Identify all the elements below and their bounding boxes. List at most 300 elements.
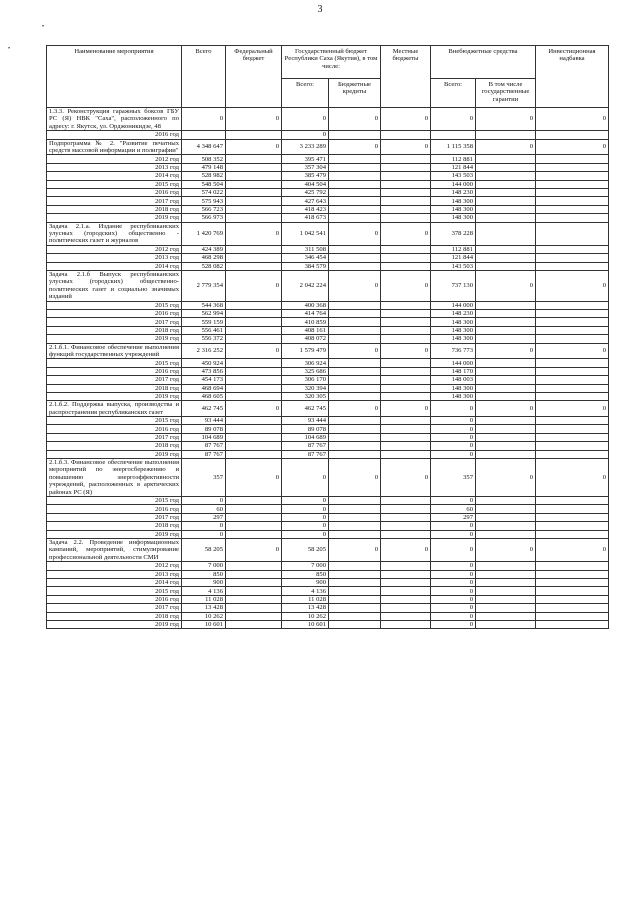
table-row-year (47, 359, 609, 367)
activity-name: 2.1.б.2. Поддержка выпуска, производства и распространения республиканских газет (47, 401, 182, 417)
cell-value (226, 562, 282, 570)
cell-value (536, 245, 609, 253)
cell-value (381, 262, 431, 270)
table-row-block (47, 270, 609, 301)
cell-value: 462 745 (182, 401, 226, 417)
cell-value (381, 620, 431, 628)
cell-value: 562 994 (182, 309, 226, 317)
cell-value (226, 245, 282, 253)
cell-value (381, 505, 431, 513)
cell-value (536, 497, 609, 505)
year-label: 2016 год (47, 425, 182, 433)
year-label: 2017 год (47, 318, 182, 326)
cell-value: 0 (431, 108, 476, 131)
table-row-year (47, 367, 609, 375)
cell-value (226, 392, 282, 400)
cell-value (329, 384, 381, 392)
cell-value: 566 723 (182, 205, 226, 213)
cell-value (381, 442, 431, 450)
cell-value (476, 262, 536, 270)
cell-value (476, 433, 536, 441)
table-row-block (47, 139, 609, 155)
cell-value (381, 301, 431, 309)
table-row-year (47, 172, 609, 180)
cell-value (381, 335, 431, 343)
cell-value: 0 (476, 108, 536, 131)
cell-value (381, 604, 431, 612)
cell-value (226, 131, 282, 139)
cell-value (329, 318, 381, 326)
cell-value (536, 335, 609, 343)
year-label: 2015 год (47, 180, 182, 188)
year-label: 2019 год (47, 530, 182, 538)
cell-value (329, 326, 381, 334)
cell-value (476, 530, 536, 538)
cell-value (476, 131, 536, 139)
cell-value (329, 450, 381, 458)
cell-value (536, 131, 609, 139)
table-row-year (47, 318, 609, 326)
cell-value: 306 924 (282, 359, 329, 367)
cell-value (476, 595, 536, 603)
table-row-year (47, 442, 609, 450)
table-row-year (47, 417, 609, 425)
cell-value (536, 318, 609, 326)
cell-value: 574 022 (182, 188, 226, 196)
cell-value (381, 205, 431, 213)
cell-value (536, 612, 609, 620)
table-row-year (47, 326, 609, 334)
cell-value (381, 318, 431, 326)
cell-value: 559 159 (182, 318, 226, 326)
cell-value (329, 180, 381, 188)
activity-name: 2.1.б.1. Финансовое обеспечение выполнения функций государственных учреждений (47, 343, 182, 359)
cell-value: 0 (431, 570, 476, 578)
cell-value (381, 522, 431, 530)
cell-value (476, 497, 536, 505)
cell-value: 93 444 (182, 417, 226, 425)
cell-value (226, 188, 282, 196)
year-label: 2016 год (47, 595, 182, 603)
cell-value (381, 188, 431, 196)
cell-value: 900 (282, 579, 329, 587)
cell-value: 404 504 (282, 180, 329, 188)
cell-value: 87 767 (282, 450, 329, 458)
cell-value: 408 072 (282, 335, 329, 343)
year-label: 2017 год (47, 513, 182, 521)
cell-value (476, 570, 536, 578)
table-row-year (47, 522, 609, 530)
cell-value: 0 (226, 108, 282, 131)
cell-value (476, 254, 536, 262)
cell-value: 87 767 (282, 442, 329, 450)
cell-value (329, 442, 381, 450)
cell-value: 0 (431, 562, 476, 570)
year-label: 2016 год (47, 367, 182, 375)
cell-value: 87 767 (182, 450, 226, 458)
cell-value (329, 309, 381, 317)
table-row-year (47, 530, 609, 538)
header-local: Местные бюджеты (381, 46, 431, 108)
cell-value: 13 428 (282, 604, 329, 612)
table-row-year (47, 587, 609, 595)
cell-value (381, 359, 431, 367)
cell-value (381, 214, 431, 222)
activity-name: Задача 2.2. Проведение информационных кампаний, мероприятий, стимулирование профессиональной деятельности СМИ (47, 539, 182, 562)
year-label: 2012 год (47, 245, 182, 253)
cell-value (381, 595, 431, 603)
cell-value: 0 (431, 450, 476, 458)
cell-value: 4 136 (282, 587, 329, 595)
table-row-year (47, 245, 609, 253)
year-label: 2018 год (47, 326, 182, 334)
cell-value (476, 205, 536, 213)
cell-value (476, 222, 536, 245)
header-extra: Внебюджетные средства (431, 46, 536, 79)
cell-value: 425 792 (282, 188, 329, 196)
cell-value (381, 163, 431, 171)
table-row-year (47, 384, 609, 392)
cell-value (536, 163, 609, 171)
cell-value: 13 428 (182, 604, 226, 612)
cell-value (536, 562, 609, 570)
cell-value (226, 172, 282, 180)
table-row-year (47, 180, 609, 188)
cell-value (226, 604, 282, 612)
cell-value (226, 522, 282, 530)
cell-value: 850 (182, 570, 226, 578)
cell-value: 479 148 (182, 163, 226, 171)
cell-value: 0 (182, 522, 226, 530)
cell-value: 0 (282, 131, 329, 139)
cell-value: 4 136 (182, 587, 226, 595)
table-row-year (47, 433, 609, 441)
activity-name: 1.3.3. Реконструкция гаражных боксов ГБУ РС (Я) НВК "Саха", расположенного по адресу: г. Якутск, ул. Орджоникидзе, 48 (47, 108, 182, 131)
cell-value: 60 (182, 505, 226, 513)
cell-value (226, 530, 282, 538)
budget-table (46, 45, 609, 629)
cell-value: 0 (431, 579, 476, 587)
cell-value: 148 170 (431, 367, 476, 375)
cell-value (536, 367, 609, 375)
table-row-year (47, 301, 609, 309)
cell-value: 0 (476, 343, 536, 359)
year-label: 2015 год (47, 497, 182, 505)
year-label: 2013 год (47, 570, 182, 578)
cell-value: 395 471 (282, 155, 329, 163)
cell-value (329, 562, 381, 570)
cell-value (536, 309, 609, 317)
cell-value (226, 595, 282, 603)
scan-mark: • (8, 46, 11, 52)
cell-value: 0 (282, 108, 329, 131)
cell-value (476, 180, 536, 188)
cell-value: 104 689 (282, 433, 329, 441)
cell-value: 306 170 (282, 376, 329, 384)
table-row-year (47, 214, 609, 222)
year-label: 2014 год (47, 172, 182, 180)
cell-value: 148 300 (431, 326, 476, 334)
cell-value: 1 042 541 (282, 222, 329, 245)
cell-value: 121 844 (431, 163, 476, 171)
cell-value (536, 442, 609, 450)
cell-value: 736 773 (431, 343, 476, 359)
cell-value: 0 (381, 139, 431, 155)
cell-value: 10 262 (182, 612, 226, 620)
cell-value (476, 442, 536, 450)
cell-value (536, 384, 609, 392)
cell-value (476, 562, 536, 570)
cell-value (226, 425, 282, 433)
cell-value: 297 (182, 513, 226, 521)
year-label: 2013 год (47, 254, 182, 262)
cell-value: 58 205 (182, 539, 226, 562)
cell-value: 418 423 (282, 205, 329, 213)
cell-value: 0 (536, 139, 609, 155)
cell-value (536, 522, 609, 530)
cell-value (476, 163, 536, 171)
cell-value (536, 417, 609, 425)
table-row-year (47, 197, 609, 205)
cell-value (226, 359, 282, 367)
cell-value (476, 367, 536, 375)
cell-value (381, 579, 431, 587)
cell-value: 144 000 (431, 359, 476, 367)
cell-value: 427 643 (282, 197, 329, 205)
cell-value: 1 115 358 (431, 139, 476, 155)
cell-value: 0 (226, 459, 282, 497)
cell-value: 148 230 (431, 188, 476, 196)
scan-mark: • (42, 24, 45, 30)
cell-value: 7 000 (282, 562, 329, 570)
table-row-year (47, 262, 609, 270)
cell-value (226, 579, 282, 587)
cell-value (476, 359, 536, 367)
cell-value: 10 262 (282, 612, 329, 620)
table-row-year (47, 612, 609, 620)
cell-value (536, 513, 609, 521)
cell-value: 0 (329, 459, 381, 497)
table-row-year (47, 163, 609, 171)
cell-value (476, 604, 536, 612)
cell-value (536, 620, 609, 628)
cell-value: 0 (329, 343, 381, 359)
cell-value (226, 570, 282, 578)
cell-value (226, 335, 282, 343)
cell-value (476, 620, 536, 628)
cell-value: 468 298 (182, 254, 226, 262)
cell-value (476, 505, 536, 513)
cell-value (329, 376, 381, 384)
year-label: 2018 год (47, 522, 182, 530)
cell-value (381, 513, 431, 521)
year-label: 2018 год (47, 612, 182, 620)
cell-value: 297 (431, 513, 476, 521)
year-label: 2014 год (47, 579, 182, 587)
table-row-year (47, 505, 609, 513)
cell-value: 0 (329, 222, 381, 245)
cell-value (226, 262, 282, 270)
cell-value: 148 300 (431, 384, 476, 392)
cell-value (226, 497, 282, 505)
cell-value (381, 570, 431, 578)
cell-value (329, 155, 381, 163)
cell-value (329, 367, 381, 375)
cell-value (381, 309, 431, 317)
cell-value: 89 078 (182, 425, 226, 433)
cell-value: 87 767 (182, 442, 226, 450)
cell-value (476, 335, 536, 343)
cell-value: 0 (381, 222, 431, 245)
cell-value (476, 384, 536, 392)
cell-value: 385 479 (282, 172, 329, 180)
year-label: 2016 год (47, 505, 182, 513)
cell-value: 473 856 (182, 367, 226, 375)
cell-value (381, 172, 431, 180)
cell-value: 548 504 (182, 180, 226, 188)
cell-value (381, 376, 431, 384)
cell-value (381, 197, 431, 205)
cell-value (381, 392, 431, 400)
cell-value: 89 078 (282, 425, 329, 433)
cell-value (381, 180, 431, 188)
cell-value (476, 301, 536, 309)
cell-value (329, 392, 381, 400)
cell-value (329, 425, 381, 433)
cell-value (536, 180, 609, 188)
year-label: 2017 год (47, 197, 182, 205)
cell-value: 0 (431, 497, 476, 505)
cell-value: 418 673 (282, 214, 329, 222)
cell-value: 0 (536, 401, 609, 417)
cell-value: 414 764 (282, 309, 329, 317)
cell-value (381, 450, 431, 458)
cell-value (476, 392, 536, 400)
year-label: 2019 год (47, 620, 182, 628)
cell-value: 7 000 (182, 562, 226, 570)
cell-value: 408 161 (282, 326, 329, 334)
table-row-block (47, 459, 609, 497)
cell-value (536, 172, 609, 180)
table-row-year (47, 392, 609, 400)
cell-value (536, 587, 609, 595)
cell-value: 0 (431, 433, 476, 441)
cell-value: 0 (476, 459, 536, 497)
cell-value: 2 042 224 (282, 270, 329, 301)
cell-value: 0 (476, 401, 536, 417)
cell-value (381, 612, 431, 620)
cell-value (381, 384, 431, 392)
cell-value: 0 (226, 270, 282, 301)
cell-value (536, 505, 609, 513)
cell-value (476, 326, 536, 334)
cell-value (329, 497, 381, 505)
table-row-year (47, 620, 609, 628)
page-number: 3 (317, 4, 323, 15)
cell-value: 0 (431, 620, 476, 628)
cell-value (536, 254, 609, 262)
cell-value: 143 503 (431, 262, 476, 270)
cell-value (536, 262, 609, 270)
table-row-block (47, 401, 609, 417)
year-label: 2017 год (47, 604, 182, 612)
cell-value (329, 214, 381, 222)
cell-value: 104 689 (182, 433, 226, 441)
cell-value: 556 372 (182, 335, 226, 343)
cell-value (329, 301, 381, 309)
cell-value: 0 (226, 139, 282, 155)
cell-value: 0 (431, 417, 476, 425)
cell-value (226, 163, 282, 171)
cell-value (381, 562, 431, 570)
table-row-block (47, 222, 609, 245)
cell-value: 850 (282, 570, 329, 578)
cell-value (329, 587, 381, 595)
cell-value (536, 188, 609, 196)
cell-value (226, 417, 282, 425)
cell-value: 325 686 (282, 367, 329, 375)
cell-value: 384 579 (282, 262, 329, 270)
cell-value: 0 (282, 530, 329, 538)
table-row-year (47, 376, 609, 384)
cell-value: 410 859 (282, 318, 329, 326)
year-label: 2019 год (47, 450, 182, 458)
cell-value (226, 180, 282, 188)
cell-value (329, 595, 381, 603)
cell-value: 0 (431, 442, 476, 450)
cell-value: 508 352 (182, 155, 226, 163)
cell-value: 2 779 354 (182, 270, 226, 301)
cell-value: 320 305 (282, 392, 329, 400)
cell-value (381, 155, 431, 163)
cell-value (476, 425, 536, 433)
cell-value (476, 172, 536, 180)
table-row-year (47, 570, 609, 578)
cell-value: 454 173 (182, 376, 226, 384)
year-label: 2016 год (47, 309, 182, 317)
cell-value: 0 (282, 522, 329, 530)
table-row-block (47, 108, 609, 131)
cell-value: 0 (431, 522, 476, 530)
cell-value (381, 497, 431, 505)
cell-value: 357 (182, 459, 226, 497)
year-label: 2018 год (47, 205, 182, 213)
cell-value (226, 612, 282, 620)
cell-value: 0 (476, 139, 536, 155)
cell-value: 0 (536, 459, 609, 497)
table-row-year (47, 604, 609, 612)
table-row-year (47, 513, 609, 521)
cell-value: 0 (182, 530, 226, 538)
cell-value (226, 197, 282, 205)
cell-value (226, 155, 282, 163)
year-label: 2015 год (47, 359, 182, 367)
cell-value (329, 579, 381, 587)
cell-value (536, 530, 609, 538)
table-row-year (47, 254, 609, 262)
cell-value: 144 000 (431, 301, 476, 309)
cell-value (226, 384, 282, 392)
cell-value: 4 348 647 (182, 139, 226, 155)
cell-value (226, 620, 282, 628)
cell-value: 0 (282, 505, 329, 513)
cell-value (226, 450, 282, 458)
cell-value (476, 450, 536, 458)
cell-value (329, 620, 381, 628)
cell-value (476, 417, 536, 425)
cell-value (476, 197, 536, 205)
header-name: Наименование мероприятия (47, 46, 182, 108)
